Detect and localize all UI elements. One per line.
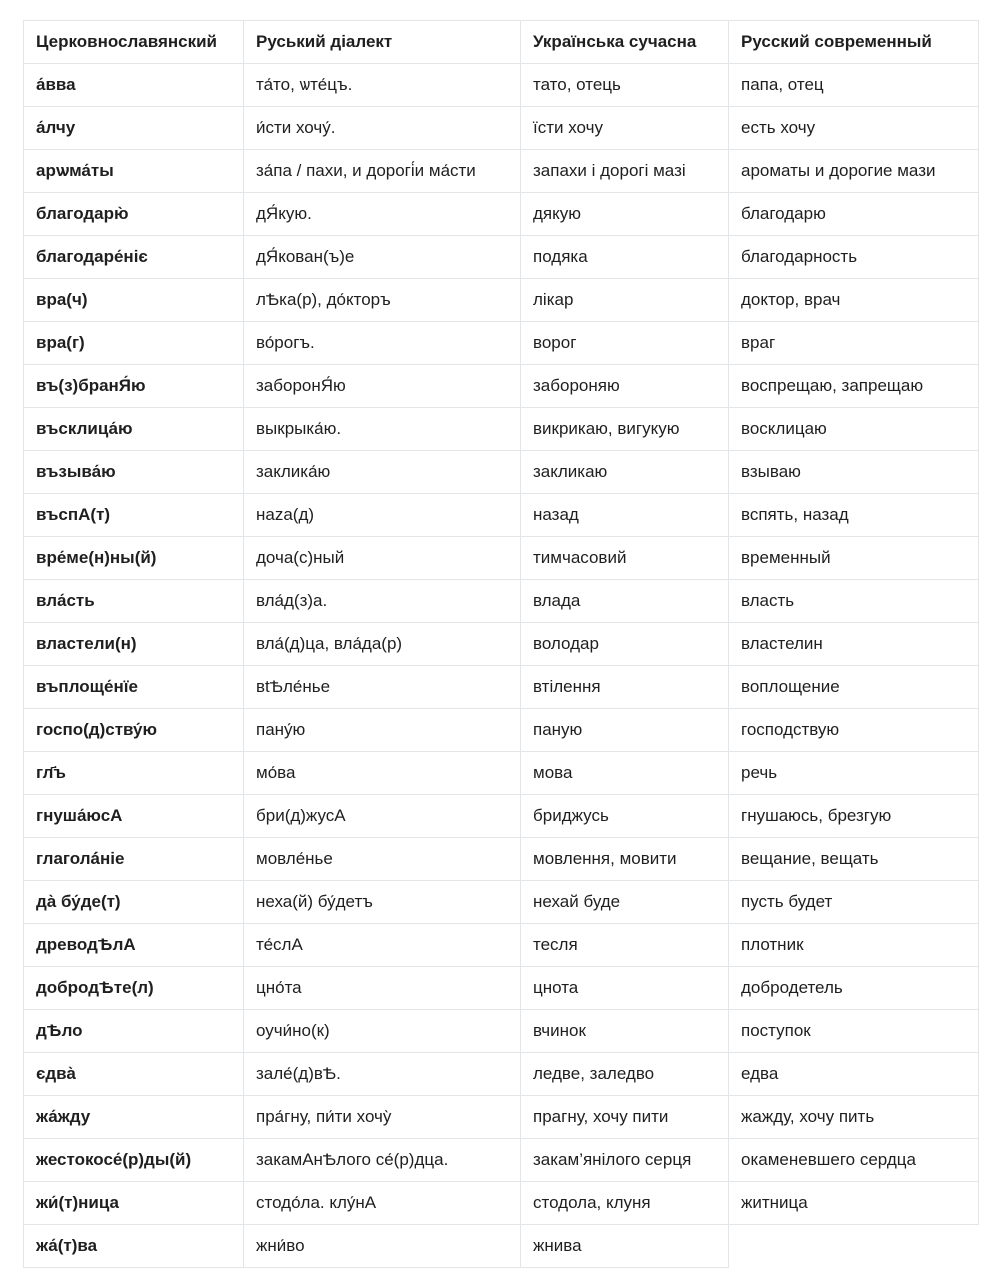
church-slavonic-cell: въплоще́нїе — [24, 666, 244, 709]
rusyn-dialect-cell: вла́д(з)а. — [244, 580, 521, 623]
table-row — [24, 1139, 979, 1182]
rusyn-dialect-cell: вtѢле́нье — [244, 666, 521, 709]
rusyn-dialect-cell: лѢка(р), до́кторъ — [244, 279, 521, 322]
ukrainian-cell: ворог — [521, 322, 729, 365]
table-row — [24, 537, 979, 580]
church-slavonic-cell: а́лчу — [24, 107, 244, 150]
church-slavonic-cell: гнуша́юсА — [24, 795, 244, 838]
rusyn-dialect-cell: наzа(д) — [244, 494, 521, 537]
ukrainian-cell: стодола, клуня — [521, 1182, 729, 1225]
church-slavonic-cell: благодаре́ніє — [24, 236, 244, 279]
rusyn-dialect-cell: дЯ́кую. — [244, 193, 521, 236]
church-slavonic-cell: възыва́ю — [24, 451, 244, 494]
church-slavonic-cell: гл҃ъ — [24, 752, 244, 795]
church-slavonic-cell: благодарю̀ — [24, 193, 244, 236]
header-ukrainian-modern: Українська сучасна — [521, 21, 729, 64]
church-slavonic-cell: жестокосе́(р)ды(й) — [24, 1139, 244, 1182]
russian-cell: вещание, вещать — [729, 838, 979, 881]
header-row — [24, 21, 979, 64]
table-row — [24, 193, 979, 236]
russian-cell: пусть будет — [729, 881, 979, 924]
ukrainian-cell: мова — [521, 752, 729, 795]
ukrainian-cell: закликаю — [521, 451, 729, 494]
ukrainian-cell: прагну, хочу пити — [521, 1096, 729, 1139]
russian-cell: речь — [729, 752, 979, 795]
rusyn-dialect-cell: выкрыка́ю. — [244, 408, 521, 451]
russian-cell: добродетель — [729, 967, 979, 1010]
russian-cell: господствую — [729, 709, 979, 752]
ukrainian-cell: паную — [521, 709, 729, 752]
russian-cell: плотник — [729, 924, 979, 967]
table-row — [24, 322, 979, 365]
rusyn-dialect-cell: жни́во — [244, 1225, 521, 1268]
table-row — [24, 623, 979, 666]
table-row — [24, 1010, 979, 1053]
russian-cell: жажду, хочу пить — [729, 1096, 979, 1139]
church-slavonic-cell: добродѢте(л) — [24, 967, 244, 1010]
table-row — [24, 107, 979, 150]
russian-cell: доктор, врач — [729, 279, 979, 322]
russian-cell: взываю — [729, 451, 979, 494]
rusyn-dialect-cell: заклика́ю — [244, 451, 521, 494]
church-slavonic-cell: глаголá́ніе — [24, 838, 244, 881]
ukrainian-cell: цнота — [521, 967, 729, 1010]
russian-cell: едва — [729, 1053, 979, 1096]
dictionary-table — [23, 20, 979, 1268]
ukrainian-cell: мовлення, мовити — [521, 838, 729, 881]
ukrainian-cell: влада — [521, 580, 729, 623]
rusyn-dialect-cell: мо́ва — [244, 752, 521, 795]
church-slavonic-cell: въ(з)бранЯ́ю — [24, 365, 244, 408]
russian-cell: благодарю — [729, 193, 979, 236]
ukrainian-cell: назад — [521, 494, 729, 537]
russian-cell: окаменевшего сердца — [729, 1139, 979, 1182]
ukrainian-cell: їсти хочу — [521, 107, 729, 150]
church-slavonic-cell: вра(г) — [24, 322, 244, 365]
russian-cell — [729, 1225, 979, 1268]
russian-cell: есть хочу — [729, 107, 979, 150]
rusyn-dialect-cell: та́то, ѡте́цъ. — [244, 64, 521, 107]
rusyn-dialect-cell: оучи́но(к) — [244, 1010, 521, 1053]
church-slavonic-cell: да̀ бу́де(т) — [24, 881, 244, 924]
table-row — [24, 1225, 979, 1268]
church-slavonic-cell: властели(н) — [24, 623, 244, 666]
church-slavonic-cell: а́вва — [24, 64, 244, 107]
russian-cell: гнушаюсь, брезгую — [729, 795, 979, 838]
ukrainian-cell: володар — [521, 623, 729, 666]
rusyn-dialect-cell: дЯ́кован(ъ)е — [244, 236, 521, 279]
ukrainian-cell: ледве, заледво — [521, 1053, 729, 1096]
russian-cell: восклицаю — [729, 408, 979, 451]
ukrainian-cell: втілення — [521, 666, 729, 709]
rusyn-dialect-cell: пра́гну, пи́ти хочу̀ — [244, 1096, 521, 1139]
russian-cell: вспять, назад — [729, 494, 979, 537]
table-row — [24, 709, 979, 752]
church-slavonic-cell: вла́сть — [24, 580, 244, 623]
ukrainian-cell: вчинок — [521, 1010, 729, 1053]
rusyn-dialect-cell: бри(д)жусА — [244, 795, 521, 838]
table-row — [24, 64, 979, 107]
ukrainian-cell: тимчасовий — [521, 537, 729, 580]
table-row — [24, 408, 979, 451]
ukrainian-cell: лікар — [521, 279, 729, 322]
church-slavonic-cell: жа́жду — [24, 1096, 244, 1139]
russian-cell: поступок — [729, 1010, 979, 1053]
table-row — [24, 1053, 979, 1096]
table-row — [24, 752, 979, 795]
church-slavonic-cell: въспА(т) — [24, 494, 244, 537]
church-slavonic-cell: жи́(т)ница — [24, 1182, 244, 1225]
church-slavonic-cell: госпо(д)ству́ю — [24, 709, 244, 752]
table-row — [24, 1182, 979, 1225]
church-slavonic-cell: вра(ч) — [24, 279, 244, 322]
table-row — [24, 881, 979, 924]
table-row — [24, 666, 979, 709]
rusyn-dialect-cell: неха(й) бу́детъ — [244, 881, 521, 924]
table-row — [24, 924, 979, 967]
rusyn-dialect-cell: за́па / пахи, и дорогі́и ма́сти — [244, 150, 521, 193]
ukrainian-cell: запахи і дорогі мазі — [521, 150, 729, 193]
table-row — [24, 365, 979, 408]
church-slavonic-cell: въсклица́ю — [24, 408, 244, 451]
ukrainian-cell: бриджусь — [521, 795, 729, 838]
rusyn-dialect-cell: заборонЯ́ю — [244, 365, 521, 408]
russian-cell: временный — [729, 537, 979, 580]
table-row — [24, 838, 979, 881]
rusyn-dialect-cell: цно́та — [244, 967, 521, 1010]
ukrainian-cell: викрикаю, вигукую — [521, 408, 729, 451]
table-row — [24, 1096, 979, 1139]
ukrainian-cell: дякую — [521, 193, 729, 236]
church-slavonic-cell: вре́ме(н)ны(й) — [24, 537, 244, 580]
church-slavonic-cell: дѢло — [24, 1010, 244, 1053]
rusyn-dialect-cell: зале́(д)вѢ. — [244, 1053, 521, 1096]
table-row — [24, 795, 979, 838]
russian-cell: воспрещаю, запрещаю — [729, 365, 979, 408]
church-slavonic-cell: арѡма́ты — [24, 150, 244, 193]
rusyn-dialect-cell: закамАнѢлого се́(р)дца. — [244, 1139, 521, 1182]
table-row — [24, 279, 979, 322]
ukrainian-cell: жнива — [521, 1225, 729, 1268]
table-row — [24, 967, 979, 1010]
table-row — [24, 236, 979, 279]
header-rusyn-dialect: Руський діалект — [244, 21, 521, 64]
church-slavonic-cell: жа́(т)ва — [24, 1225, 244, 1268]
russian-cell: ароматы и дорогие мази — [729, 150, 979, 193]
church-slavonic-cell: єдва̀ — [24, 1053, 244, 1096]
rusyn-dialect-cell: пану́ю — [244, 709, 521, 752]
rusyn-dialect-cell: доча(с)ный — [244, 537, 521, 580]
russian-cell: папа, отец — [729, 64, 979, 107]
russian-cell: властелин — [729, 623, 979, 666]
table-row — [24, 150, 979, 193]
rusyn-dialect-cell: мовле́нье — [244, 838, 521, 881]
ukrainian-cell: забороняю — [521, 365, 729, 408]
rusyn-dialect-cell: вла́(д)ца, вла́да(р) — [244, 623, 521, 666]
russian-cell: благодарность — [729, 236, 979, 279]
ukrainian-cell: нехай буде — [521, 881, 729, 924]
ukrainian-cell: подяка — [521, 236, 729, 279]
russian-cell: житница — [729, 1182, 979, 1225]
ukrainian-cell: тато, отець — [521, 64, 729, 107]
church-slavonic-cell: древодѢлА — [24, 924, 244, 967]
rusyn-dialect-cell: и́сти хочу́. — [244, 107, 521, 150]
table-row — [24, 451, 979, 494]
rusyn-dialect-cell: те́слА — [244, 924, 521, 967]
table-row — [24, 580, 979, 623]
rusyn-dialect-cell: во́рогъ. — [244, 322, 521, 365]
header-russian-modern: Русский современный — [729, 21, 979, 64]
table-row — [24, 494, 979, 537]
header-church-slavonic: Церковнославянский — [24, 21, 244, 64]
ukrainian-cell: закам’янілого серця — [521, 1139, 729, 1182]
ukrainian-cell: тесля — [521, 924, 729, 967]
rusyn-dialect-cell: стодо́ла. клу́нА — [244, 1182, 521, 1225]
russian-cell: власть — [729, 580, 979, 623]
russian-cell: воплощение — [729, 666, 979, 709]
russian-cell: враг — [729, 322, 979, 365]
